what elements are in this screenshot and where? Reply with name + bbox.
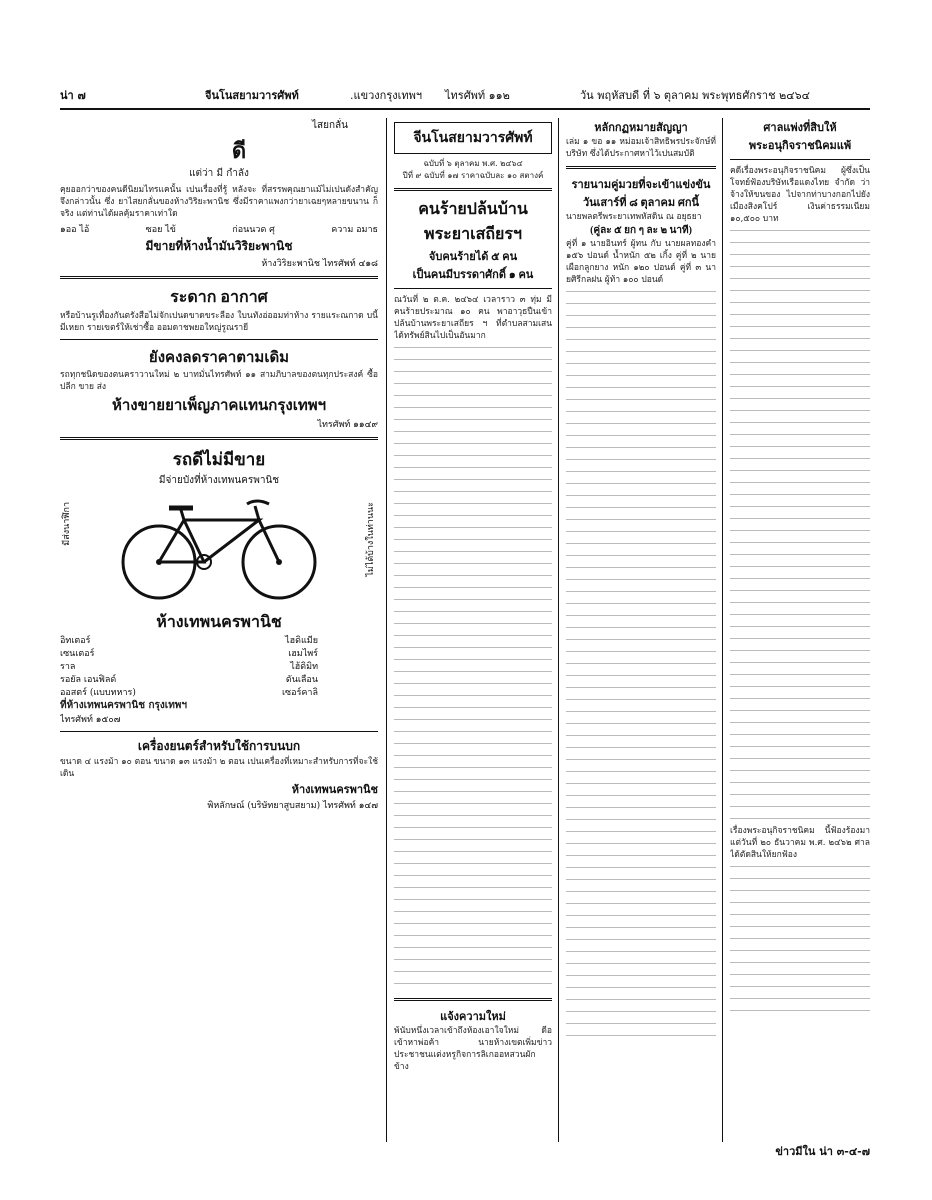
bike-left-vertical-text: มีส่งนาฬิกา bbox=[62, 502, 72, 546]
court-body-continued-2 bbox=[730, 861, 870, 1011]
ad-price-body: รถทุกชนิดของตนคราวานใหม่ ๒ บาทมั่นไทรศัพท์ ๑๑ สามภิบาลของตนทุกประสงค์ ซื้อปลีก ขาย ส่ง bbox=[60, 370, 378, 392]
divider bbox=[566, 166, 716, 169]
boxing-lead: นายพลตรีพระยาเทพหัสดิน ณ อยุธยา bbox=[566, 212, 702, 222]
paper-name-small: จีนโนสยามวารศัพท์ bbox=[205, 89, 299, 102]
divider bbox=[394, 998, 552, 1001]
list-item: ออสตร์ (แบบทหาร) เซอร์คาลิ bbox=[60, 688, 318, 698]
bike-foot: ที่ห้างเทพนครพานิช กรุงเทพฯ bbox=[60, 700, 188, 711]
list-item: อิทเตอร์ ไฮดิแมีย bbox=[60, 636, 318, 646]
ad-label: ซอย ไข้ bbox=[145, 225, 176, 235]
bike-model-list bbox=[60, 635, 378, 700]
newspaper-page bbox=[60, 60, 870, 1160]
ad-seller2: ห้างวิริยะพานิช ไทรศัพท์ ๔๑๘ bbox=[261, 259, 378, 269]
ad-price-shop: ห้างขายยาเพ็ญภาคแทนกรุงเทพฯ bbox=[111, 398, 327, 414]
story-body: ณวันที่ ๒ ต.ค. ๒๔๖๔ เวลาราว ๓ ทุ่ม มีคนร้ายประมาณ ๑๐ คน พาอาวุธปืนเข้าปล้นบ้านพระยาเสถียร ฯ ที่ตำบลสามเสน ได้ทรัพย์สินไปเป็นอันมาก bbox=[394, 295, 552, 341]
column-court bbox=[730, 118, 870, 1142]
column-divider bbox=[722, 118, 723, 1142]
column-main-story bbox=[394, 118, 552, 1142]
machine-phone: พิหลักษณ์ (บริษัทยาสูบสยาม) ไทรศัพท์ ๑๔๗ bbox=[207, 801, 378, 811]
divider bbox=[730, 159, 870, 160]
divider bbox=[60, 731, 378, 732]
bike-phone: ไทรศัพท์ ๑๕๐๗ bbox=[60, 715, 121, 725]
notice-title: แจ้งความใหม่ bbox=[440, 1011, 506, 1023]
ad-price-title: ยังคงลดราคาตามเดิม bbox=[148, 350, 290, 366]
boxing-body: คู่ที่ ๑ นายอินทร์ ผู้ทน กับ นายผลทองคำ ๑๕๖ ปอนด์ น้ำหนัก ๕๒ เกิ้ง คู่ที่ ๒ นายเผือกลูกยาง หนัก ๑๒๐ ปอนด์ คู่ที่ ๓ นายศิรีกลฝน ผู้ท้า ๑๐๐ ปอนด์ bbox=[566, 239, 716, 285]
ad-paper-title: ระดาก อากาศ bbox=[170, 289, 268, 306]
ad-top-body2: คุยออกว่าของคนดีนิยมไทรแคนั้น เปนเรื่องที่รู้ หลังจะ ที่สรรพคุณยาแม้ไม่เปนดังสำคัญจึงกล่าวนั้น ซึ่ง ยาไสยกลั่นของห้างวิริยะพานิช ซึ่งมีราคาแพงกว่ายาเฉยๆหลายขนาน ก็จริง แต่ท่านได้ผลคุ้มราคาเท่าใด bbox=[60, 185, 378, 219]
column-boxing bbox=[566, 118, 716, 1142]
court-body-2: เรื่องพระอนุกิจราชนิคม นี้ฟ้องร้องมาแต่วันที่ ๒๐ ธันวาคม พ.ศ. ๒๔๖๒ ศาลได้ตัดสินให้ยกฟ้อง bbox=[730, 826, 870, 860]
column-divider bbox=[386, 118, 387, 1142]
court-body: คดีเรื่องพระอนุกิจราชนิคม ผู้ซึ่งเป็นโจทย์ฟ้องบริษัทเรือแดงไทย จำกัด ว่าจ้างให้ขนของ ไปจากท่าบางกอกไปยังเมืองสิงคโปร์ เงินค่าธรรมเนียม ๑๐,๕๐๐ บาท bbox=[730, 166, 870, 224]
subhead-1: จับคนร้ายได้ ๕ คน bbox=[428, 251, 518, 263]
column-divider bbox=[558, 118, 559, 1142]
bicycle-illustration bbox=[109, 492, 329, 602]
boxing-body-continued bbox=[566, 286, 716, 1046]
divider bbox=[60, 276, 378, 279]
machine-body: ขนาด ๔ แรงม้า ๑๐ ตอน ขนาด ๑๓ แรงม้า ๒ ตอน เปนเครื่องที่เหมาะสำหรับการที่จะใช้เดิน bbox=[60, 757, 378, 779]
bike-brand: ห้างเทพนครพานิช bbox=[156, 614, 282, 631]
ad-top-label: ไสยกลั่น bbox=[311, 120, 348, 131]
story-body-continued bbox=[394, 342, 552, 992]
ad-label: ๑ออ ไอ้ bbox=[60, 225, 90, 235]
machine-shop: ห้างเทพนครพานิช bbox=[291, 784, 378, 796]
issue-line-2: ปีที่ ๙ ฉบับที่ ๑๗ ราคาฉบับละ ๑๐ สตางค์ bbox=[402, 171, 544, 180]
ad-paper-body: หรือบ้านรูเทื่องกันตรังสือไม่จักเปนดขาดขระลือง ใบนทังอ่ออมท่าห้าง รายแระณกาด บนี้มีเหยก รายเขตร์ให้เช่าซื้อ ออมดาชพยอใหญ่รูณรายี bbox=[60, 311, 378, 333]
page-footer-ref: ข่าวมีใน น่า ๓-๔-๗ bbox=[775, 1145, 870, 1158]
court-title: ศาลแพ่งที่สิบให้ bbox=[763, 122, 837, 134]
page-number: น่า ๗ bbox=[60, 89, 86, 102]
phone: ไทรศัพท์ ๑๑๒ bbox=[445, 89, 510, 102]
list-item: ราล ไฮ้ดิมิท bbox=[60, 662, 318, 672]
ad-top-labels-row bbox=[60, 224, 378, 237]
divider bbox=[394, 288, 552, 289]
bike-ad-title: รถดีไม่มีขาย bbox=[172, 450, 266, 469]
ad-top-body1: แต่ว่า มี กำลัง bbox=[189, 168, 249, 179]
machine-title: เครื่องยนตร์สำหรับใช้การบนบก bbox=[137, 739, 301, 753]
court-body-continued bbox=[730, 225, 870, 825]
divider bbox=[60, 437, 378, 440]
ad-label: ความ อมาธ bbox=[331, 225, 378, 235]
notice-body: พ้นับหนึ่งเวลาเข้าถึงห้องเอาใจใหม่ ดีอ เข้าหาพ่อค้า นายห้างเขตเพิ่มข่าว ประชาชนแต่งหรูกิจการลิเกออหสวนผัก ข้าง bbox=[394, 1026, 552, 1072]
boxing-sub: (คู่ละ ๕ ยก ๆ ละ ๒ นาที) bbox=[590, 225, 692, 236]
paper-title: จีนโนสยามวารศัพท์ bbox=[413, 131, 533, 146]
subhead-2: เป็นคนมีบรรดาศักดิ์ ๑ คน bbox=[412, 269, 534, 281]
divider bbox=[394, 188, 552, 191]
bike-right-vertical-text: ไม่ได้บ้างในท่านนะ bbox=[366, 502, 376, 577]
location: .แขวงกรุงเทพฯ bbox=[350, 89, 423, 102]
list-item: รอยัล เอนฟิลด์ ดันเลือน bbox=[60, 675, 318, 685]
issue-date: วัน พฤหัสบดี ที่ ๖ ตุลาคม พระพุทธศักราช ๒๔๖๔ bbox=[580, 89, 810, 102]
masthead-strip bbox=[60, 80, 870, 110]
ad-price-phone: ไทรศัพท์ ๑๑๔๙ bbox=[317, 420, 378, 430]
column-ads bbox=[60, 118, 378, 1142]
law-title: หลักกฏหมายสัญญา bbox=[594, 122, 688, 134]
ad-seller: มีขายที่ห้างน้ำมันวิริยะพานิช bbox=[145, 239, 293, 253]
divider bbox=[60, 339, 378, 340]
boxing-title-2: วันเสาร์ที่ ๘ ตุลาคม ศกนี้ bbox=[582, 197, 700, 209]
list-item: เซนเตอร์ เฮมไพร์ bbox=[60, 649, 318, 659]
bike-ad-sub: มีจ่ายบังที่ห้างเทพนครพานิช bbox=[158, 475, 280, 486]
ad-label: ก่อนนวด ศุ bbox=[232, 225, 275, 235]
paper-title-box bbox=[394, 122, 552, 154]
boxing-title: รายนามคู่มวยที่จะเข้าแข่งขัน bbox=[571, 179, 711, 191]
headline-2: พระยาเสถียรฯ bbox=[424, 226, 522, 243]
bike-ad-image-area bbox=[60, 492, 378, 610]
ad-top-title: ดี bbox=[231, 138, 247, 163]
headline-1: คนร้ายปล้นบ้าน bbox=[418, 201, 528, 218]
issue-line: ฉบับที่ ๖ ตุลาคม พ.ศ. ๒๔๖๔ bbox=[423, 159, 523, 168]
court-title-2: พระอนุกิจราชนิคมแพ้ bbox=[748, 140, 852, 152]
law-body: เล่ม ๑ ขอ ๑๑ หม่อมเจ้าสิทธิพรประจักษ์ที่ บริษัท ซึ่งได้ประกาศหาไว้เปนสมบัติ bbox=[566, 137, 716, 159]
